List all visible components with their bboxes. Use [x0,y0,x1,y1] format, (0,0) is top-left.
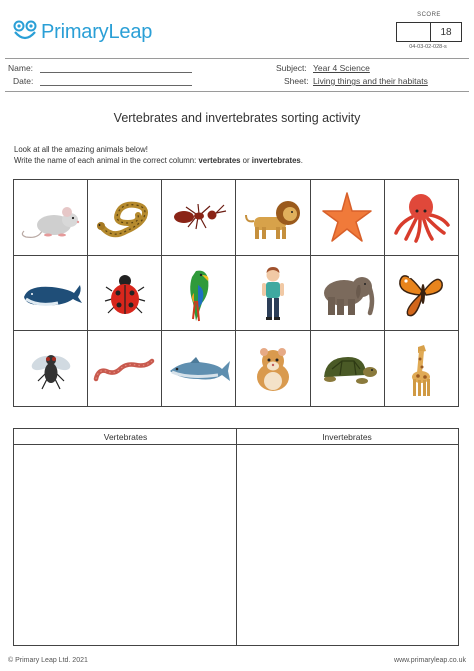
name-label: Name: [8,63,34,73]
vertebrates-header: Vertebrates [14,429,237,445]
fly-icon [18,339,84,399]
animal-cell [88,331,162,407]
animal-cell [14,256,88,332]
animal-cell [88,256,162,332]
worksheet-title: Vertebrates and invertebrates sorting activity [113,111,361,125]
parrot-icon [166,263,232,323]
instruction-text: Write the name of each animal in the correct column: [14,156,199,165]
whale-icon [18,263,84,323]
animal-cell [236,180,310,256]
animal-cell [162,331,236,407]
animal-cell [311,180,385,256]
snake-icon [92,187,158,247]
ant-icon [166,187,232,247]
score-total: 18 [440,26,452,38]
animal-cell [385,180,459,256]
invertebrates-header: Invertebrates [236,429,458,445]
date-label: Date: [13,76,34,86]
copyright: © Primary Leap Ltd. 2021 [8,657,88,664]
animal-cell [385,331,459,407]
brand-logo [13,18,152,46]
score-box [396,22,462,42]
hamster-icon [240,339,306,399]
instruction-text: . [300,156,303,165]
animal-cell [14,331,88,407]
mouse-icon [18,187,84,247]
animal-grid [13,179,459,407]
boy-icon [240,263,306,323]
keyword-vertebrates: vertebrates [198,156,241,165]
butterfly-icon [388,263,454,323]
instruction-line-2 [14,156,303,165]
octopus-icon [388,187,454,247]
starfish-icon [314,187,380,247]
score-input[interactable] [397,23,431,41]
header-divider [5,58,469,59]
keyword-invertebrates: invertebrates [251,156,301,165]
fields-divider [5,91,469,92]
ladybird-icon [92,263,158,323]
brand-name: PrimaryLeap [41,20,153,43]
invertebrates-answer-area[interactable] [237,445,458,645]
name-field[interactable] [40,72,192,73]
frog-logo-icon [13,20,37,44]
lion-icon [240,187,306,247]
animal-cell [236,331,310,407]
fish-icon [166,339,232,399]
subject-value: Year 4 Science [313,63,370,73]
animal-cell [311,256,385,332]
animal-cell [88,180,162,256]
animal-cell [14,180,88,256]
instruction-text: or [240,156,252,165]
subject-label: Subject: [276,63,307,73]
vertebrates-answer-area[interactable] [14,445,236,645]
turtle-icon [314,339,380,399]
website-link[interactable]: www.primaryleap.co.uk [394,657,466,664]
score-label: SCORE [417,12,441,18]
sorting-table [13,428,459,646]
animal-cell [162,256,236,332]
sheet-label: Sheet: [284,76,309,86]
date-field[interactable] [40,85,192,86]
worm-icon [92,339,158,399]
animal-cell [311,331,385,407]
elephant-icon [314,263,380,323]
animal-cell [236,256,310,332]
animal-cell [385,256,459,332]
sheet-code: 04-03-02-028-s [409,44,447,50]
instruction-line-1: Look at all the amazing animals below! [14,145,148,154]
giraffe-icon [388,339,454,399]
sheet-value: Living things and their habitats [313,76,428,86]
animal-cell [162,180,236,256]
